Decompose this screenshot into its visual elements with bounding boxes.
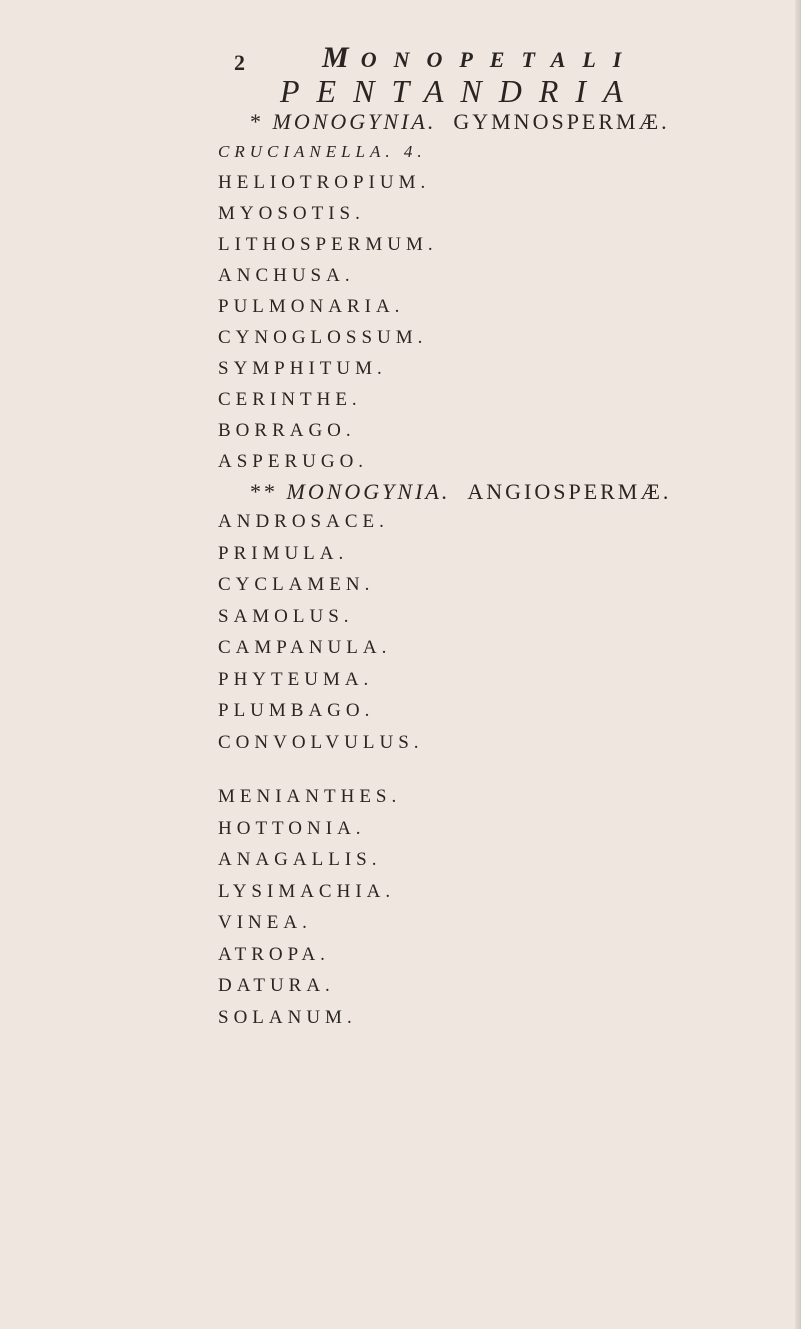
genus-item: CYCLAMEN. [218, 574, 375, 595]
section-order: MONOGYNIA. [272, 109, 437, 134]
page-edge [795, 0, 801, 1329]
genus-item: ANCHUSA. [218, 265, 355, 286]
genus-item: PLUMBAGO. [218, 700, 375, 721]
genus-item: CRUCIANELLA. 4. [218, 142, 427, 161]
genus-item: ANDROSACE. [218, 511, 389, 532]
genus-item: CYNOGLOSSUM. [218, 327, 428, 348]
genus-item: PULMONARIA. [218, 296, 405, 317]
genus-item: BORRAGO. [218, 420, 356, 441]
genus-item: HELIOTROPIUM. [218, 172, 431, 193]
section-marker: * [250, 109, 264, 134]
genus-item: CONVOLVULUS. [218, 731, 424, 753]
page-number: 2 [234, 50, 245, 75]
genus-item: SOLANUM. [218, 1006, 357, 1028]
section-subtitle: ANGIOSPERMÆ. [467, 479, 672, 504]
genus-item: LITHOSPERMUM. [218, 234, 438, 255]
genus-item: ANAGALLIS. [218, 849, 382, 870]
genus-item: CAMPANULA. [218, 637, 392, 658]
genus-item: ATROPA. [218, 943, 330, 965]
section-subtitle: GYMNOSPERMÆ. [453, 109, 670, 134]
genus-item: ASPERUGO. [218, 451, 369, 472]
genus-item: PRIMULA. [218, 542, 349, 564]
class-title: PENTANDRIA [280, 73, 640, 109]
genus-item: MYOSOTIS. [218, 203, 365, 224]
section-heading-angiospermae [250, 480, 671, 504]
section-heading-gymnospermae [250, 110, 670, 134]
running-head-initial: M [322, 41, 361, 74]
genus-item: VINEA. [218, 912, 312, 933]
genus-item: SAMOLUS. [218, 605, 354, 627]
genus-item: CERINTHE. [218, 389, 362, 410]
genus-item: MENIANTHES. [218, 786, 402, 807]
running-head [322, 43, 638, 73]
genera-list-gymnospermae [218, 136, 438, 477]
section-order: MONOGYNIA. [286, 479, 451, 504]
running-head-rest: ONOPETALI [360, 47, 639, 72]
genus-item: PHYTEUMA. [218, 668, 374, 690]
genus-item: HOTTONIA. [218, 817, 366, 839]
genus-item: LYSIMACHIA. [218, 880, 396, 902]
genus-item: SYMPHITUM. [218, 358, 387, 379]
genus-item: DATURA. [218, 975, 335, 996]
genera-list-angiospermae [218, 506, 424, 1033]
section-marker: ** [250, 479, 278, 504]
